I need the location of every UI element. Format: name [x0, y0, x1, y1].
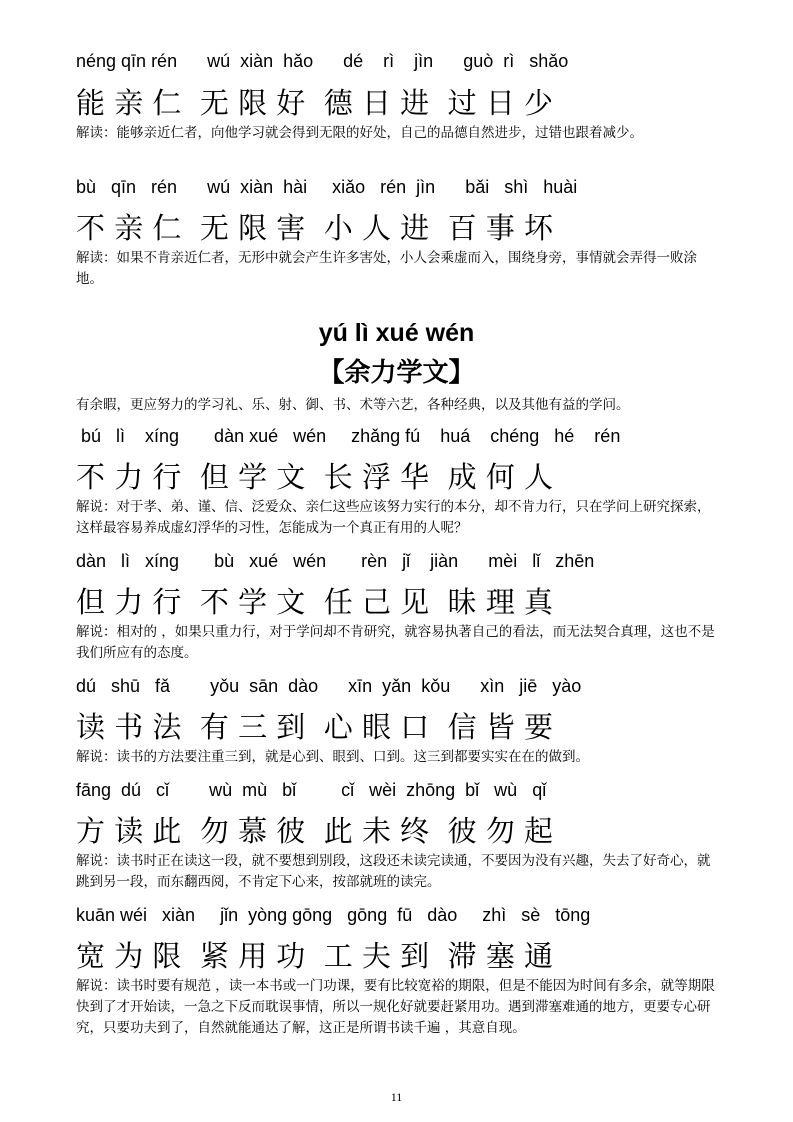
page-number: 11: [390, 1090, 403, 1104]
verse-explanation: 解读：能够亲近仁者，向他学习就会得到无限的好处，自己的品德自然进步，过错也跟着减少。: [76, 125, 643, 141]
verse-hanzi: 不 亲 仁 无 限 害 小 人 进 百 事 坏: [76, 211, 554, 245]
verse-hanzi: 方 读 此 勿 慕 彼 此 未 终 彼 勿 起: [76, 814, 554, 848]
verse-explanation: 解说：读书的方法要注重三到，就是心到、眼到、口到。这三到都要实实在在的做到。: [76, 749, 589, 765]
verse-pinyin: bú lì xíng dàn xué wén zhǎng fú huá chéng hé rén: [76, 426, 621, 446]
verse-hanzi: 不 力 行 但 学 文 长 浮 华 成 何 人: [76, 460, 554, 494]
verse-pinyin: dú shū fǎ yǒu sān dào xīn yǎn kǒu xìn jiē yào: [76, 676, 582, 696]
verse-explanation: 解说：相对的 ，如果只重力行，对于学问却不肯研究，就容易执著自己的看法，而无法契合真理，这也不是我们所应有的态度。: [76, 624, 715, 661]
verse-hanzi: 读 书 法 有 三 到 心 眼 口 信 皆 要: [76, 710, 554, 744]
verse-explanation: 解说：读书时要有规范 ，读一本书或一门功课，要有比较宽裕的期限，但是不能因为时间有多余，就等期限快到了才开始读，一急之下反而耽误事情，所以一规化好就要赶紧用功。遇到滞塞难通的地方，更要专心研究，只要功夫到了，自然就能通达了解，这正是所谓书读千遍 ，其意自现。: [76, 978, 715, 1036]
verse-pinyin: kuān wéi xiàn jǐn yòng gōng gōng fū dào zhì sè tōng: [76, 905, 591, 925]
verse-pinyin: néng qīn rén wú xiàn hǎo dé rì jìn guò rì shǎo: [76, 51, 569, 71]
verse-hanzi: 宽 为 限 紧 用 功 工 夫 到 滞 塞 通: [76, 939, 554, 973]
section-title: 【余力学文】: [318, 358, 475, 388]
verse-explanation: 解说：对于孝、弟、谨、信、泛爱众、亲仁这些应该努力实行的本分，却不肯力行，只在学问上研究探索，这样最容易养成虚幻浮华的习性，怎能成为一个真正有用的人呢？: [76, 499, 711, 536]
verse-pinyin: bù qīn rén wú xiàn hài xiǎo rén jìn bǎi shì huài: [76, 177, 578, 197]
verse-explanation: 解说：读书时正在读这一段，就不要想到别段，这段还未读完读通，不要因为没有兴趣，失去了好奇心，就跳到另一段，而东翻西阅，不肯定下心来，按部就班的读完。: [76, 853, 711, 890]
verse-hanzi: 但 力 行 不 学 文 任 己 见 昧 理 真: [76, 585, 554, 619]
verse-pinyin: fāng dú cǐ wù mù bǐ cǐ wèi zhōng bǐ wù qǐ: [76, 780, 547, 800]
verse-hanzi: 能 亲 仁 无 限 好 德 日 进 过 日 少: [76, 86, 554, 120]
verse-explanation: 解读：如果不肯亲近仁者，无形中就会产生许多害处，小人会乘虚而入，围绕身旁，事情就会弄得一败涂地。: [76, 250, 697, 287]
verse-pinyin: dàn lì xíng bù xué wén rèn jǐ jiàn mèi lǐ zhēn: [76, 551, 595, 571]
section-intro: 有余暇，更应努力的学习礼、乐、射、御、书、术等六艺，各种经典，以及其他有益的学问。: [76, 397, 630, 413]
section-pinyin: yú lì xué wén: [318, 319, 475, 347]
